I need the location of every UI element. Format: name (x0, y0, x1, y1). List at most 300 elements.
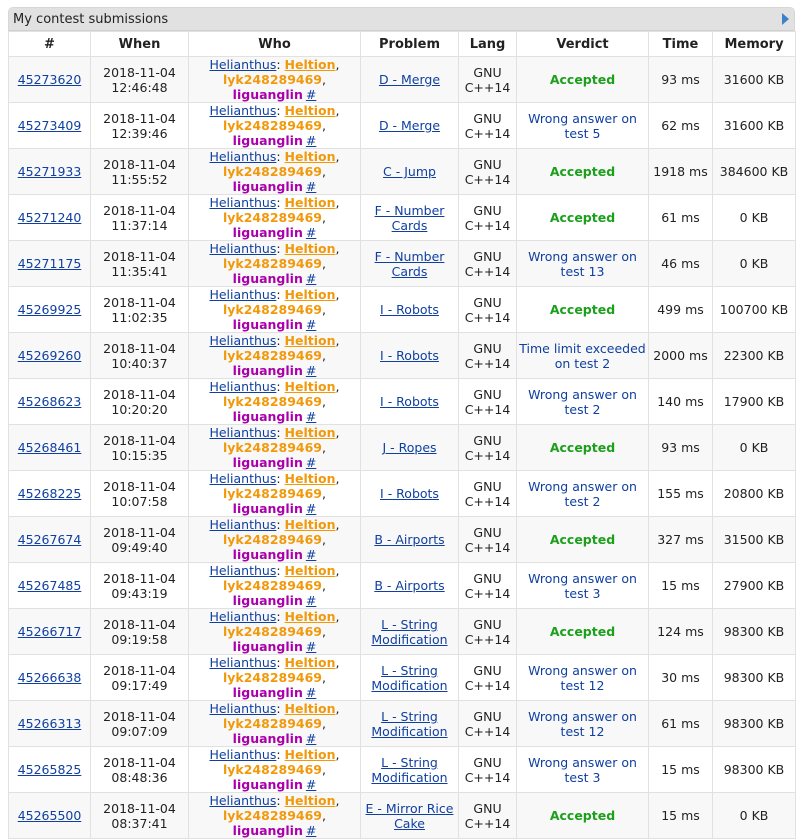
member-link-2[interactable]: lyk248289469 (222, 808, 323, 823)
table-row (9, 57, 796, 103)
team-link[interactable]: Helianthus (209, 195, 277, 210)
submission-id-link[interactable]: 45269925 (17, 302, 82, 317)
who-line-1 (189, 149, 360, 164)
when-cell (91, 103, 189, 149)
submission-id-cell (9, 425, 91, 471)
time-cell: 1918 ms (649, 149, 713, 195)
party-hash-link[interactable]: # (305, 271, 317, 286)
problem-link[interactable]: I - Robots (380, 394, 439, 409)
when-cell (91, 379, 189, 425)
member-link-2[interactable]: lyk248289469 (222, 578, 323, 593)
who-cell (189, 379, 361, 425)
team-link[interactable]: Helianthus (209, 57, 277, 72)
who-line-1 (189, 747, 360, 762)
problem-link[interactable]: L - String Modification (371, 662, 448, 693)
submission-date: 2018-11-04 (103, 478, 176, 494)
member-link-1[interactable]: Heltion (284, 195, 336, 210)
party-hash-link[interactable]: # (305, 179, 317, 194)
member-comma-1: , (335, 425, 340, 440)
who-line-1 (189, 701, 360, 716)
time-cell: 155 ms (649, 471, 713, 517)
who-line-1 (189, 287, 360, 302)
member-link-1[interactable]: Heltion (284, 747, 336, 762)
who-line-2 (189, 716, 360, 746)
member-comma-1: , (335, 195, 340, 210)
who-cell (189, 471, 361, 517)
when-cell (91, 793, 189, 839)
who-line-2 (189, 762, 360, 792)
member-comma-1: , (335, 471, 340, 486)
member-comma-1: , (335, 609, 340, 624)
submission-id-link[interactable]: 45267674 (17, 532, 82, 547)
verdict-text: Accepted (549, 164, 616, 179)
who-line-2 (189, 624, 360, 654)
member-link-2[interactable]: lyk248289469 (222, 716, 323, 731)
member-link-1[interactable]: Heltion (284, 701, 336, 716)
submission-id-link[interactable]: 45271175 (17, 256, 82, 271)
member-link-3[interactable]: liguanglin (232, 133, 303, 148)
column-header-who: Who (189, 32, 361, 57)
lang-cell: GNU C++14 (459, 471, 517, 517)
lang-cell: GNU C++14 (459, 747, 517, 793)
team-link[interactable]: Helianthus (209, 287, 277, 302)
party-hash-link[interactable]: # (305, 501, 317, 516)
team-colon: : (276, 793, 285, 808)
verdict-text: Accepted (549, 440, 616, 455)
member-link-3[interactable]: liguanglin (232, 455, 303, 470)
member-link-2[interactable]: lyk248289469 (222, 486, 323, 501)
column-header-memory: Memory (713, 32, 796, 57)
party-hash-link[interactable]: # (305, 317, 317, 332)
member-link-1[interactable]: Heltion (284, 425, 336, 440)
submission-time: 11:37:14 (111, 217, 168, 233)
team-link[interactable]: Helianthus (209, 609, 277, 624)
submission-id-link[interactable]: 45268225 (17, 486, 82, 501)
submission-id-link[interactable]: 45269260 (17, 348, 82, 363)
verdict-text: Wrong answer on test 12 (528, 708, 637, 739)
member-link-3[interactable]: liguanglin (232, 179, 303, 194)
member-link-2[interactable]: lyk248289469 (222, 72, 323, 87)
submission-id-link[interactable]: 45271933 (17, 164, 82, 179)
who-line-1 (189, 609, 360, 624)
team-colon: : (276, 747, 285, 762)
member-comma-2: , (322, 440, 326, 455)
member-comma-1: , (335, 103, 340, 118)
memory-cell: 0 KB (713, 425, 796, 471)
member-link-1[interactable]: Heltion (284, 563, 336, 578)
team-colon: : (276, 333, 285, 348)
problem-link[interactable]: I - Robots (380, 302, 439, 317)
member-link-3[interactable]: liguanglin (232, 501, 303, 516)
lang-cell: GNU C++14 (459, 149, 517, 195)
member-comma-2: , (322, 532, 326, 547)
when-cell (91, 241, 189, 287)
memory-cell: 100700 KB (713, 287, 796, 333)
who-line-1 (189, 563, 360, 578)
team-colon: : (276, 195, 285, 210)
memory-cell: 98300 KB (713, 609, 796, 655)
member-link-1[interactable]: Heltion (284, 103, 336, 118)
submission-date: 2018-11-04 (103, 386, 176, 402)
party-hash-link[interactable]: # (305, 639, 317, 654)
table-row (9, 195, 796, 241)
verdict-text: Wrong answer on test 2 (528, 478, 637, 509)
submission-time: 09:07:09 (111, 723, 168, 739)
party-hash-link[interactable]: # (305, 685, 317, 700)
problem-cell (361, 793, 459, 839)
verdict-cell (517, 471, 649, 517)
problem-cell (361, 563, 459, 609)
member-link-3[interactable]: liguanglin (232, 271, 303, 286)
lang-cell: GNU C++14 (459, 57, 517, 103)
submission-id-link[interactable]: 45273409 (17, 118, 82, 133)
member-link-3[interactable]: liguanglin (232, 547, 303, 562)
problem-cell (361, 747, 459, 793)
who-line-1 (189, 517, 360, 532)
member-link-2[interactable]: lyk248289469 (222, 256, 323, 271)
time-cell: 62 ms (649, 103, 713, 149)
time-cell: 93 ms (649, 425, 713, 471)
member-link-2[interactable]: lyk248289469 (222, 118, 323, 133)
who-cell (189, 609, 361, 655)
problem-cell (361, 333, 459, 379)
verdict-text: Wrong answer on test 3 (528, 570, 637, 601)
lang-cell: GNU C++14 (459, 793, 517, 839)
member-comma-2: , (322, 578, 326, 593)
verdict-text: Accepted (549, 302, 616, 317)
lang-cell: GNU C++14 (459, 333, 517, 379)
team-link[interactable]: Helianthus (209, 149, 277, 164)
memory-cell: 98300 KB (713, 701, 796, 747)
problem-link[interactable]: D - Merge (378, 118, 441, 133)
team-link[interactable]: Helianthus (209, 563, 277, 578)
member-comma-2: , (322, 624, 326, 639)
time-cell: 46 ms (649, 241, 713, 287)
member-link-2[interactable]: lyk248289469 (222, 210, 323, 225)
panel-caption (9, 8, 794, 31)
memory-cell: 0 KB (713, 195, 796, 241)
member-link-1[interactable]: Heltion (284, 471, 336, 486)
party-hash-link[interactable]: # (305, 823, 317, 838)
member-comma-2: , (322, 808, 326, 823)
verdict-cell (517, 655, 649, 701)
problem-link[interactable]: C - Jump (383, 164, 436, 179)
time-cell: 93 ms (649, 57, 713, 103)
column-header-when: When (91, 32, 189, 57)
member-link-2[interactable]: lyk248289469 (222, 762, 323, 777)
team-colon: : (276, 517, 285, 532)
submission-id-cell (9, 655, 91, 701)
problem-link[interactable]: L - String Modification (371, 754, 448, 785)
who-line-1 (189, 425, 360, 440)
member-link-3[interactable]: liguanglin (232, 593, 303, 608)
problem-link[interactable]: E - Mirror Rice Cake (365, 800, 454, 831)
member-link-1[interactable]: Heltion (284, 379, 336, 394)
problem-link[interactable]: L - String Modification (371, 616, 448, 647)
member-link-1[interactable]: Heltion (284, 655, 336, 670)
submission-date: 2018-11-04 (103, 156, 176, 172)
who-cell (189, 793, 361, 839)
lang-cell: GNU C++14 (459, 241, 517, 287)
submission-id-cell (9, 333, 91, 379)
member-comma-2: , (322, 716, 326, 731)
member-link-3[interactable]: liguanglin (232, 225, 303, 240)
submission-id-link[interactable]: 45267485 (17, 578, 82, 593)
problem-link[interactable]: F - Number Cards (374, 248, 445, 279)
lang-cell: GNU C++14 (459, 195, 517, 241)
verdict-cell (517, 149, 649, 195)
problem-link[interactable]: B - Airports (374, 578, 445, 593)
submission-id-link[interactable]: 45265500 (17, 808, 82, 823)
submission-id-link[interactable]: 45265825 (17, 762, 82, 777)
member-comma-1: , (335, 287, 340, 302)
who-line-2 (189, 118, 360, 148)
when-cell (91, 655, 189, 701)
problem-cell (361, 379, 459, 425)
member-comma-2: , (322, 72, 326, 87)
submission-time: 10:15:35 (111, 447, 168, 463)
member-link-3[interactable]: liguanglin (232, 823, 303, 838)
submission-date: 2018-11-04 (103, 708, 176, 724)
submission-time: 10:07:58 (111, 493, 168, 509)
problem-link[interactable]: J - Ropes (382, 440, 437, 455)
problem-link[interactable]: F - Number Cards (374, 202, 445, 233)
problem-link[interactable]: I - Robots (380, 486, 439, 501)
member-link-2[interactable]: lyk248289469 (222, 440, 323, 455)
member-link-3[interactable]: liguanglin (232, 409, 303, 424)
problem-cell (361, 103, 459, 149)
submission-date: 2018-11-04 (103, 110, 176, 126)
submission-id-link[interactable]: 45268623 (17, 394, 82, 409)
who-line-2 (189, 72, 360, 102)
member-link-3[interactable]: liguanglin (232, 777, 303, 792)
lang-cell: GNU C++14 (459, 609, 517, 655)
table-row (9, 149, 796, 195)
party-hash-link[interactable]: # (305, 593, 317, 608)
submission-time: 09:43:19 (111, 585, 168, 601)
memory-cell: 22300 KB (713, 333, 796, 379)
memory-cell: 31600 KB (713, 57, 796, 103)
submission-date: 2018-11-04 (103, 340, 176, 356)
member-link-3[interactable]: liguanglin (232, 685, 303, 700)
member-link-2[interactable]: lyk248289469 (222, 348, 323, 363)
lang-cell: GNU C++14 (459, 563, 517, 609)
submission-date: 2018-11-04 (103, 754, 176, 770)
party-hash-link[interactable]: # (305, 87, 317, 102)
submission-id-cell (9, 517, 91, 563)
verdict-cell (517, 609, 649, 655)
team-colon: : (276, 471, 285, 486)
verdict-text: Wrong answer on test 3 (528, 754, 637, 785)
verdict-cell (517, 241, 649, 287)
submission-date: 2018-11-04 (103, 248, 176, 264)
time-cell: 15 ms (649, 563, 713, 609)
team-link[interactable]: Helianthus (209, 333, 277, 348)
verdict-text: Accepted (549, 808, 616, 823)
submission-id-cell (9, 287, 91, 333)
submission-time: 09:49:40 (111, 539, 168, 555)
memory-cell: 27900 KB (713, 563, 796, 609)
memory-cell: 384600 KB (713, 149, 796, 195)
verdict-cell (517, 57, 649, 103)
submission-date: 2018-11-04 (103, 432, 176, 448)
member-comma-2: , (322, 670, 326, 685)
member-comma-1: , (335, 701, 340, 716)
submission-date: 2018-11-04 (103, 524, 176, 540)
member-comma-1: , (335, 655, 340, 670)
member-comma-2: , (322, 762, 326, 777)
submission-id-cell (9, 241, 91, 287)
member-link-2[interactable]: lyk248289469 (222, 302, 323, 317)
when-cell (91, 333, 189, 379)
member-link-3[interactable]: liguanglin (232, 87, 303, 102)
member-link-1[interactable]: Heltion (284, 609, 336, 624)
member-link-1[interactable]: Heltion (284, 287, 336, 302)
team-link[interactable]: Helianthus (209, 793, 277, 808)
problem-cell (361, 609, 459, 655)
member-comma-1: , (335, 333, 340, 348)
table-row (9, 333, 796, 379)
time-cell: 140 ms (649, 379, 713, 425)
who-line-1 (189, 333, 360, 348)
lang-cell: GNU C++14 (459, 103, 517, 149)
team-link[interactable]: Helianthus (209, 655, 277, 670)
team-link[interactable]: Helianthus (209, 241, 277, 256)
verdict-cell (517, 425, 649, 471)
member-comma-2: , (322, 348, 326, 363)
member-link-3[interactable]: liguanglin (232, 639, 303, 654)
triangle-right-icon[interactable] (782, 13, 789, 25)
member-link-3[interactable]: liguanglin (232, 731, 303, 746)
lang-cell: GNU C++14 (459, 517, 517, 563)
who-cell (189, 701, 361, 747)
submission-time: 08:37:41 (111, 815, 168, 831)
submission-id-cell (9, 793, 91, 839)
submission-date: 2018-11-04 (103, 202, 176, 218)
submission-id-cell (9, 379, 91, 425)
when-cell (91, 149, 189, 195)
table-row (9, 517, 796, 563)
member-link-3[interactable]: liguanglin (232, 317, 303, 332)
who-cell (189, 425, 361, 471)
team-link[interactable]: Helianthus (209, 103, 277, 118)
team-link[interactable]: Helianthus (209, 471, 277, 486)
problem-link[interactable]: L - String Modification (371, 708, 448, 739)
who-line-2 (189, 394, 360, 424)
party-hash-link[interactable]: # (305, 409, 317, 424)
submission-id-cell (9, 195, 91, 241)
party-hash-link[interactable]: # (305, 547, 317, 562)
party-hash-link[interactable]: # (305, 777, 317, 792)
party-hash-link[interactable]: # (305, 363, 317, 378)
problem-link[interactable]: I - Robots (380, 348, 439, 363)
member-link-2[interactable]: lyk248289469 (222, 164, 323, 179)
team-colon: : (276, 609, 285, 624)
table-row (9, 241, 796, 287)
submission-date: 2018-11-04 (103, 662, 176, 678)
who-cell (189, 747, 361, 793)
party-hash-link[interactable]: # (305, 225, 317, 240)
member-link-1[interactable]: Heltion (284, 793, 336, 808)
member-link-2[interactable]: lyk248289469 (222, 532, 323, 547)
party-hash-link[interactable]: # (305, 731, 317, 746)
when-cell (91, 747, 189, 793)
table-row (9, 655, 796, 701)
team-link[interactable]: Helianthus (209, 425, 277, 440)
team-link[interactable]: Helianthus (209, 517, 277, 532)
time-cell: 327 ms (649, 517, 713, 563)
time-cell: 124 ms (649, 609, 713, 655)
submission-date: 2018-11-04 (103, 616, 176, 632)
member-comma-2: , (322, 394, 326, 409)
member-link-1[interactable]: Heltion (284, 57, 336, 72)
member-link-1[interactable]: Heltion (284, 241, 336, 256)
problem-cell (361, 57, 459, 103)
problem-cell (361, 425, 459, 471)
submission-time: 11:35:41 (111, 263, 168, 279)
lang-cell: GNU C++14 (459, 701, 517, 747)
member-comma-1: , (335, 57, 340, 72)
submission-id-link[interactable]: 45266313 (17, 716, 82, 731)
team-colon: : (276, 379, 285, 394)
verdict-text: Wrong answer on test 2 (528, 386, 637, 417)
who-cell (189, 195, 361, 241)
problem-cell (361, 149, 459, 195)
party-hash-link[interactable]: # (305, 133, 317, 148)
who-cell (189, 517, 361, 563)
memory-cell: 98300 KB (713, 655, 796, 701)
memory-cell: 20800 KB (713, 471, 796, 517)
memory-cell: 98300 KB (713, 747, 796, 793)
submission-time: 10:40:37 (111, 355, 168, 371)
verdict-cell (517, 701, 649, 747)
submission-id-link[interactable]: 45266638 (17, 670, 82, 685)
member-link-1[interactable]: Heltion (284, 149, 336, 164)
submission-id-link[interactable]: 45273620 (17, 72, 82, 87)
who-line-2 (189, 210, 360, 240)
member-link-3[interactable]: liguanglin (232, 363, 303, 378)
member-link-2[interactable]: lyk248289469 (222, 670, 323, 685)
who-line-2 (189, 578, 360, 608)
team-colon: : (276, 425, 285, 440)
table-row (9, 609, 796, 655)
memory-cell: 0 KB (713, 793, 796, 839)
time-cell: 499 ms (649, 287, 713, 333)
member-link-1[interactable]: Heltion (284, 333, 336, 348)
verdict-cell (517, 103, 649, 149)
submission-id-link[interactable]: 45266717 (17, 624, 82, 639)
party-hash-link[interactable]: # (305, 455, 317, 470)
time-cell: 15 ms (649, 793, 713, 839)
submission-id-link[interactable]: 45271240 (17, 210, 82, 225)
panel-title: My contest submissions (13, 11, 169, 27)
who-cell (189, 57, 361, 103)
member-link-2[interactable]: lyk248289469 (222, 624, 323, 639)
team-link[interactable]: Helianthus (209, 379, 277, 394)
team-link[interactable]: Helianthus (209, 747, 277, 762)
submission-time: 08:48:36 (111, 769, 168, 785)
member-link-1[interactable]: Heltion (284, 517, 336, 532)
team-link[interactable]: Helianthus (209, 701, 277, 716)
memory-cell: 17900 KB (713, 379, 796, 425)
problem-link[interactable]: B - Airports (374, 532, 445, 547)
who-line-1 (189, 103, 360, 118)
member-link-2[interactable]: lyk248289469 (222, 394, 323, 409)
submission-time: 11:55:52 (111, 171, 168, 187)
submission-id-cell (9, 563, 91, 609)
submission-id-link[interactable]: 45268461 (17, 440, 82, 455)
problem-link[interactable]: D - Merge (378, 72, 441, 87)
